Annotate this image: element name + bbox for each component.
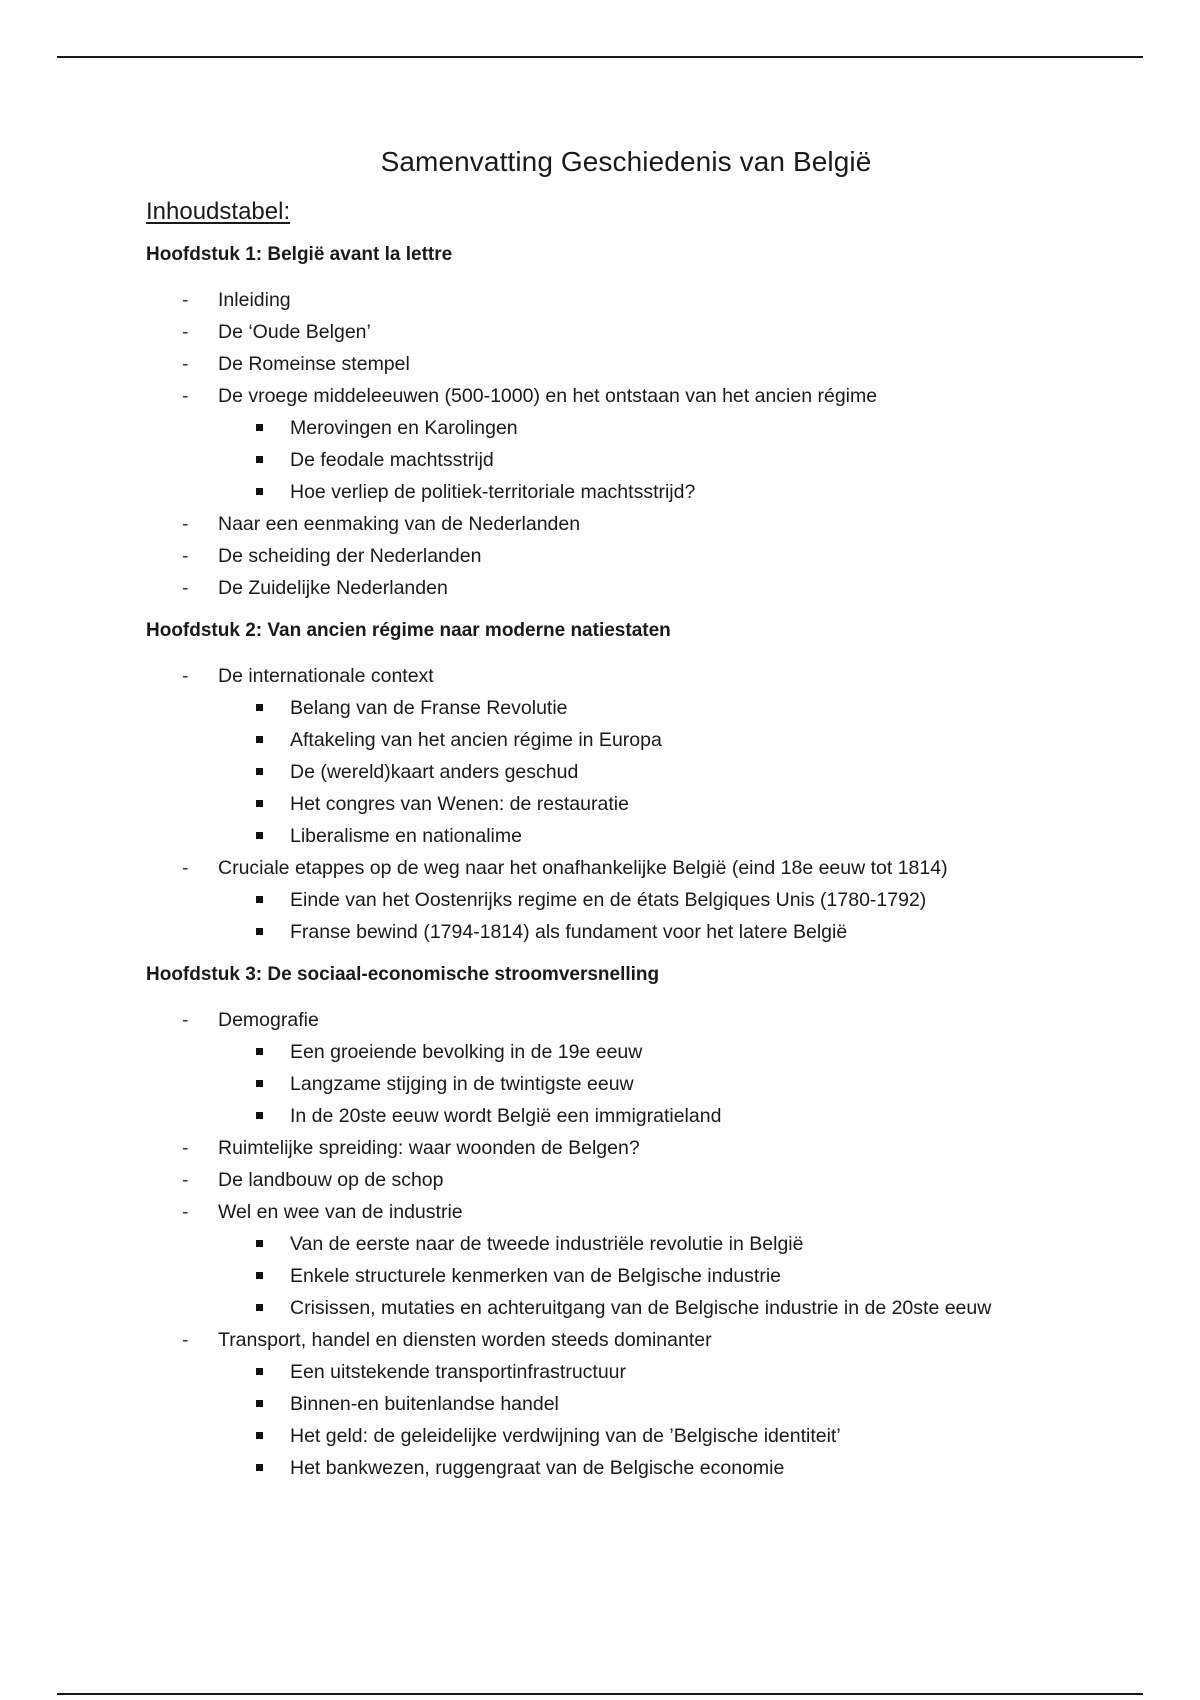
subsection-label: Van de eerste naar de tweede industriële revolutie in België [290,1233,804,1255]
section-item [146,284,1106,316]
section-label: De vroege middeleeuwen (500-1000) en het ontstaan van het ancien régime [218,385,878,407]
toc-heading: Inhoudstabel: [146,198,291,225]
subsection-label: Een groeiende bevolking in de 19e eeuw [290,1041,643,1063]
section-item [146,508,1106,540]
section-list [146,1004,1106,1484]
subsection-item [218,692,1106,724]
subsection-label: Einde van het Oostenrijks regime en de états Belgiques Unis (1780-1792) [290,889,927,911]
dash-bullet-icon: - [182,385,189,407]
subsection-list [218,884,1106,948]
subsection-item [218,1068,1106,1100]
square-bullet-icon [256,1048,263,1055]
dash-bullet-icon: - [182,545,189,567]
section-label: De Zuidelijke Nederlanden [218,577,448,599]
dash-bullet-icon: - [182,1201,189,1223]
subsection-item [218,884,1106,916]
section-item [146,1164,1106,1196]
square-bullet-icon [256,424,263,431]
subsection-item [218,412,1106,444]
subsection-label: Enkele structurele kenmerken van de Belgische industrie [290,1265,782,1287]
square-bullet-icon [256,1400,263,1407]
section-label: Naar een eenmaking van de Nederlanden [218,513,581,535]
subsection-label: Crisissen, mutaties en achteruitgang van de Belgische industrie in de 20ste eeuw [290,1297,992,1319]
square-bullet-icon [256,832,263,839]
section-label: De Romeinse stempel [218,353,410,375]
square-bullet-icon [256,1080,263,1087]
dash-bullet-icon: - [182,321,189,343]
section-label: Inleiding [218,289,291,311]
subsection-label: Aftakeling van het ancien régime in Europa [290,729,662,751]
section-label: Transport, handel en diensten worden steeds dominanter [218,1329,712,1351]
subsection-item [218,756,1106,788]
square-bullet-icon [256,736,263,743]
dash-bullet-icon: - [182,1009,189,1031]
subsection-list [218,1228,1106,1324]
subsection-item [218,1292,1106,1324]
square-bullet-icon [256,1368,263,1375]
subsection-item [218,476,1106,508]
dash-bullet-icon: - [182,857,189,879]
subsection-item [218,1420,1106,1452]
header-rule [57,56,1143,58]
subsection-item [218,916,1106,948]
dash-bullet-icon: - [182,1329,189,1351]
section-item [146,348,1106,380]
square-bullet-icon [256,1304,263,1311]
section-label: Demografie [218,1009,319,1031]
subsection-list [218,412,1106,508]
subsection-item [218,1356,1106,1388]
subsection-label: Belang van de Franse Revolutie [290,697,568,719]
subsection-label: Het congres van Wenen: de restauratie [290,793,629,815]
section-label: Wel en wee van de industrie [218,1201,463,1223]
section-label: Cruciale etappes op de weg naar het onafhankelijke België (eind 18e eeuw tot 1814) [218,857,948,879]
chapter-title: Hoofdstuk 3: De sociaal-economische stroomversnelling [146,964,660,985]
section-item [146,540,1106,572]
square-bullet-icon [256,1272,263,1279]
square-bullet-icon [256,768,263,775]
dash-bullet-icon: - [182,577,189,599]
section-list [146,284,1106,604]
subsection-item [218,1100,1106,1132]
document-title: Samenvatting Geschiedenis van België [380,146,872,177]
section-list [146,660,1106,948]
subsection-label: Hoe verliep de politiek-territoriale machtsstrijd? [290,481,696,503]
subsection-item [218,1036,1106,1068]
section-item [146,1004,1106,1132]
square-bullet-icon [256,928,263,935]
square-bullet-icon [256,456,263,463]
dash-bullet-icon: - [182,513,189,535]
subsection-item [218,1452,1106,1484]
chapter-section [146,618,1106,948]
subsection-list [218,1036,1106,1132]
table-of-contents [146,242,1106,1484]
subsection-label: Een uitstekende transportinfrastructuur [290,1361,627,1383]
dash-bullet-icon: - [182,289,189,311]
section-item [146,1196,1106,1324]
section-item [146,380,1106,508]
section-item [146,852,1106,948]
section-item [146,1132,1106,1164]
dash-bullet-icon: - [182,665,189,687]
chapter-section [146,962,1106,1484]
chapter-section [146,242,1106,604]
subsection-label: Liberalisme en nationalime [290,825,522,847]
square-bullet-icon [256,704,263,711]
subsection-label: In de 20ste eeuw wordt België een immigratieland [290,1105,722,1127]
dash-bullet-icon: - [182,353,189,375]
subsection-item [218,788,1106,820]
square-bullet-icon [256,1240,263,1247]
square-bullet-icon [256,800,263,807]
chapter-title: Hoofdstuk 1: België avant la lettre [146,244,453,265]
subsection-label: Langzame stijging in de twintigste eeuw [290,1073,634,1095]
subsection-label: Merovingen en Karolingen [290,417,518,439]
square-bullet-icon [256,1464,263,1471]
subsection-label: Franse bewind (1794-1814) als fundament voor het latere België [290,921,848,943]
dash-bullet-icon: - [182,1137,189,1159]
subsection-list [218,1356,1106,1484]
subsection-item [218,1260,1106,1292]
square-bullet-icon [256,896,263,903]
section-item [146,316,1106,348]
section-label: De internationale context [218,665,434,687]
section-label: De ‘Oude Belgen’ [218,321,371,343]
square-bullet-icon [256,488,263,495]
subsection-label: Binnen-en buitenlandse handel [290,1393,559,1415]
subsection-label: De (wereld)kaart anders geschud [290,761,579,783]
subsection-label: Het bankwezen, ruggengraat van de Belgische economie [290,1457,785,1479]
dash-bullet-icon: - [182,1169,189,1191]
section-label: Ruimtelijke spreiding: waar woonden de Belgen? [218,1137,640,1159]
subsection-item [218,724,1106,756]
chapter-title: Hoofdstuk 2: Van ancien régime naar moderne natiestaten [146,620,671,641]
section-item [146,1324,1106,1484]
subsection-item [218,1388,1106,1420]
section-item [146,572,1106,604]
document-body [146,146,1106,1498]
subsection-label: De feodale machtsstrijd [290,449,494,471]
subsection-label: Het geld: de geleidelijke verdwijning van de ’Belgische identiteit’ [290,1425,841,1447]
subsection-item [218,444,1106,476]
section-item [146,660,1106,852]
footer-rule [57,1693,1143,1695]
section-label: De landbouw op de schop [218,1169,444,1191]
section-label: De scheiding der Nederlanden [218,545,482,567]
subsection-item [218,820,1106,852]
square-bullet-icon [256,1112,263,1119]
subsection-item [218,1228,1106,1260]
square-bullet-icon [256,1432,263,1439]
subsection-list [218,692,1106,852]
